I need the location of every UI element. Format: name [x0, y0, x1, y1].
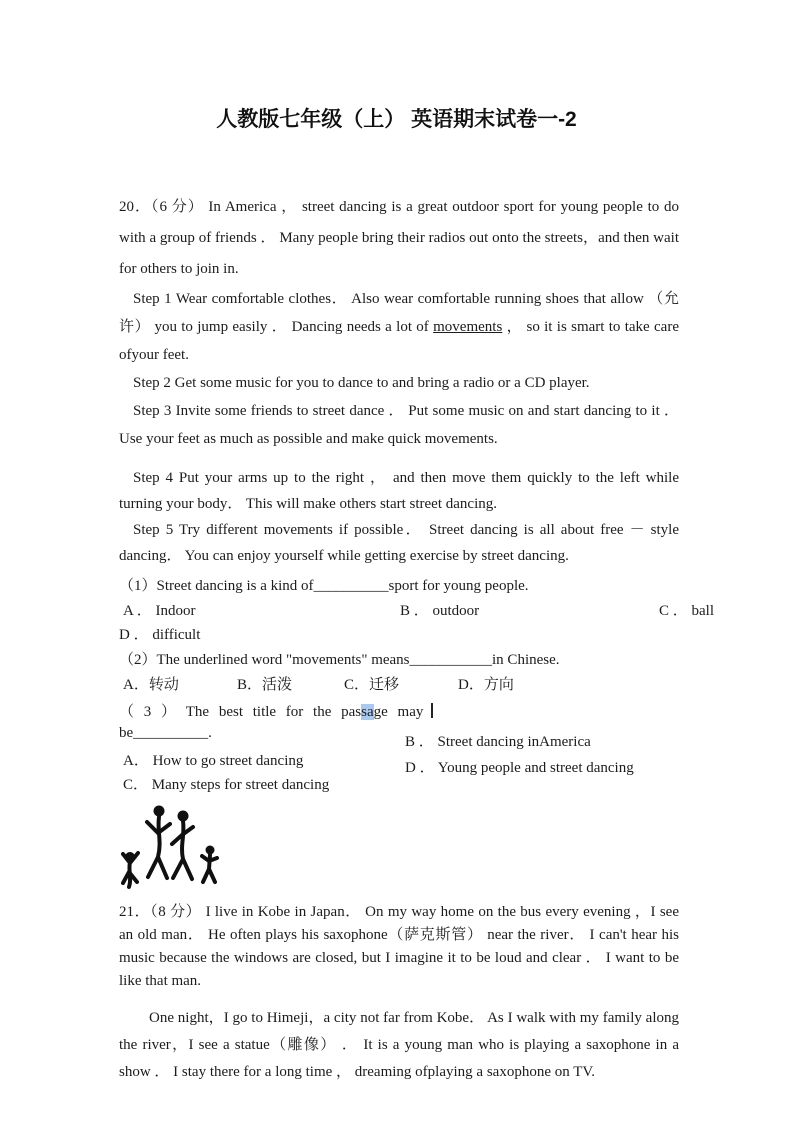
q3-text-pre: （ 3 ） The best title for the pas — [119, 704, 362, 720]
q20-step2: Step 2 Get some music for you to dance to and bring a radio or a CD player. — [133, 375, 590, 391]
q1-question: （1）Street dancing is a kind of__________sport for young people. — [119, 578, 529, 594]
q2-option-b: B．活泼 — [237, 677, 293, 693]
q3-options-row2 — [119, 749, 679, 776]
dancers-silhouette-image — [121, 803, 223, 891]
q20-intro: 20．（6 分） In America ， street dancing is a great outdoor sport for young people to do with a group of friends ． Many people bring their radios out onto the streets，and then wait for others to join in. — [119, 199, 679, 277]
q2-question: （2）The underlined word "movements" means___________in Chinese. — [119, 652, 560, 668]
document-content — [119, 134, 714, 1086]
q3-options-row1 — [119, 725, 679, 749]
q1-option-c: C ． ball — [659, 603, 714, 619]
q3-option-b: B ． Street dancing inAmerica — [405, 734, 591, 750]
q1-option-a: A ． Indoor — [123, 603, 196, 619]
q2-option-a: A．转动 — [123, 677, 179, 693]
q2-options-row — [119, 673, 679, 699]
q20-step3: Step 3 Invite some friends to street dance ． Put some music on and start dancing to it ． Use your feet as much as possible and make quick movements. — [119, 403, 679, 447]
q3-question — [119, 699, 679, 725]
q2-option-c: C．迁移 — [344, 677, 400, 693]
q1-option-b: B ． outdoor — [400, 603, 480, 619]
q2-option-d: D．方向 — [458, 677, 514, 693]
q20-step4: Step 4 Put your arms up to the right ， and then move them quickly to the left while turning your body． This will make others start street dancing. — [119, 470, 679, 512]
q3-text-post: ge may — [373, 704, 424, 720]
q3-options-row3 — [119, 773, 679, 797]
q1-option-d: D ． difficult — [119, 627, 201, 643]
q20-step5: Step 5 Try different movements if possible． Street dancing is all about free － style dancing． You can enjoy yourself while getting exercise by street dancing. — [119, 522, 679, 564]
q3-blank-line: be__________. — [119, 725, 212, 741]
q3-option-d: D ． Young people and street dancing — [405, 760, 634, 776]
step1-text-pre: Step 1 Wear comfortable clothes． Also wear comfortable running shoes that allow （允许） you to jump easily ． Dancing needs a lot of — [119, 291, 679, 335]
q1-options-row — [119, 599, 714, 623]
q3-option-c: C． Many steps for street dancing — [123, 777, 330, 793]
q1-options-row2 — [119, 623, 679, 647]
q3-option-a: A． How to go street dancing — [123, 753, 304, 769]
q21-para2: One night，I go to Himeji，a city not far from Kobe． As I walk with my family along the river，I see a statue（雕像） ． It is a young man who is playing a saxophone in a show ． I stay there for a long time ， dreaming ofplaying a saxophone on TV. — [119, 1010, 679, 1080]
text-cursor — [431, 703, 433, 718]
page-title: 人教版七年级（上） 英语期末试卷一-2 — [216, 108, 577, 131]
step1-text-post: ， so it is smart to take care ofyour feet. — [119, 319, 679, 363]
q21-para1: 21．（8 分） I live in Kobe in Japan． On my way home on the bus every evening ，I see an old man． He often plays his saxophone（萨克斯管） near the river． I can't hear his music because the windows are closed, but I imagine it to be loud and clear ． I want to be like that man. — [119, 904, 679, 989]
underlined-word-movements: movements — [433, 319, 503, 335]
q20-step1 — [119, 285, 679, 369]
text-selection: sa — [361, 704, 374, 720]
